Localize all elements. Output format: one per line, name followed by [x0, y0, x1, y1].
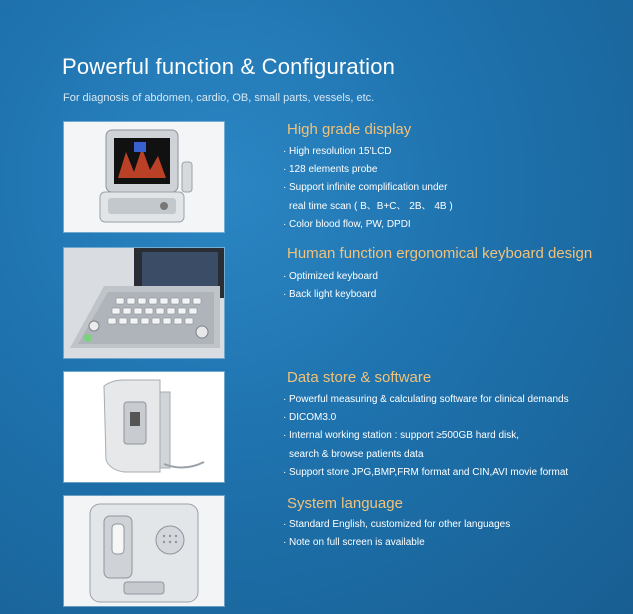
product-photo-keyboard: [64, 248, 224, 358]
bullet-dot: ·: [283, 218, 287, 230]
list-item: real time scan ( B、B+C、 2B、 4B ): [289, 200, 453, 212]
bullet-dot: ·: [283, 289, 287, 301]
list-item: · High resolution 15'LCD: [283, 143, 453, 161]
section-list-language: [283, 516, 510, 552]
page-title: Powerful function & Configuration: [62, 54, 396, 79]
product-photo-side: [64, 372, 224, 482]
section-list-display: [283, 143, 453, 234]
ultrasound-rear-illustration: [64, 496, 224, 606]
bullet-dot: ·: [283, 537, 287, 549]
section-title-language: System language: [287, 495, 403, 512]
bullet-dot: ·: [283, 182, 287, 194]
bullet-dot: ·: [283, 164, 287, 176]
list-item: · Optimized keyboard: [283, 268, 378, 286]
section-title-keyboard: Human function ergonomical keyboard design: [287, 245, 593, 262]
list-item: · Standard English, customized for other languages: [283, 516, 510, 534]
product-photo-display: [64, 122, 224, 232]
bullet-dot: ·: [283, 519, 287, 530]
list-item: · Support infinite complification under: [283, 179, 453, 197]
list-item: · Internal working station : support ≥500GB hard disk,: [283, 427, 569, 445]
list-item: · Back light keyboard: [283, 286, 378, 304]
list-item: · Note on full screen is available: [283, 534, 510, 552]
section-list-keyboard: [283, 268, 378, 304]
list-item: · Color blood flow, PW, DPDI: [283, 216, 453, 234]
page-subtitle: For diagnosis of abdomen, cardio, OB, small parts, vessels, etc.: [63, 92, 375, 104]
ultrasound-side-illustration: [64, 372, 224, 482]
list-item: · Support store JPG,BMP,FRM format and CIN,AVI movie format: [283, 464, 569, 482]
product-photo-rear: [64, 496, 224, 606]
section-list-data-store: [283, 391, 569, 482]
section-title-data-store: Data store & software: [287, 369, 432, 386]
bullet-dot: ·: [283, 430, 287, 442]
list-item: · Powerful measuring & calculating software for clinical demands: [283, 391, 569, 409]
ultrasound-front-illustration: [64, 122, 224, 232]
bullet-dot: ·: [283, 394, 287, 405]
bullet-dot: ·: [283, 271, 287, 282]
list-item: search & browse patients data: [289, 448, 424, 460]
keyboard-illustration: [64, 248, 224, 358]
bullet-dot: ·: [283, 146, 287, 157]
section-title-display: High grade display: [287, 121, 412, 138]
list-item: · 128 elements probe: [283, 161, 453, 179]
bullet-dot: ·: [283, 466, 287, 478]
bullet-dot: ·: [283, 412, 287, 424]
list-item: · DICOM3.0: [283, 409, 569, 427]
